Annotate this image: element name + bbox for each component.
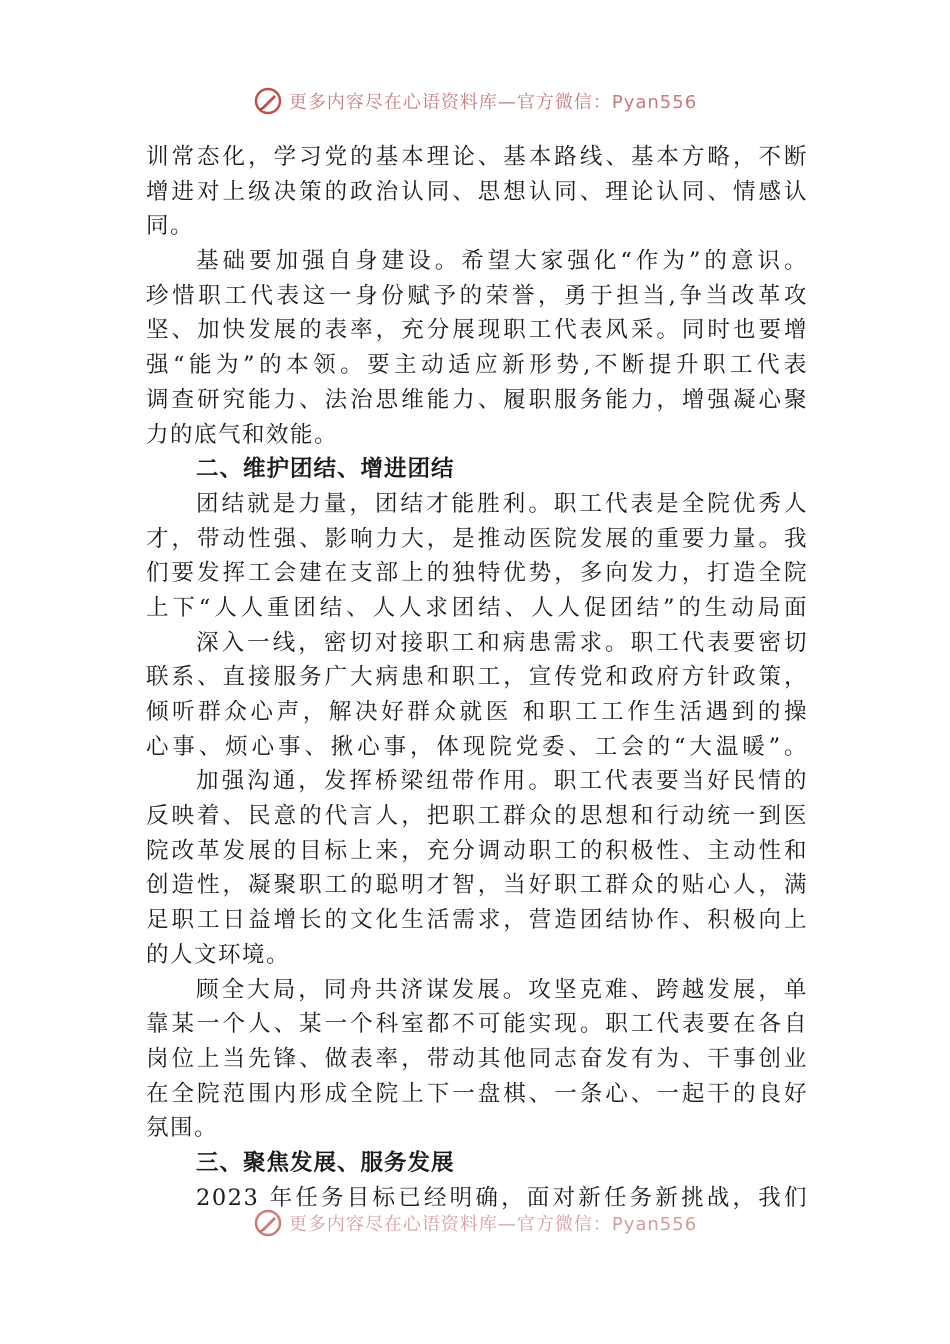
- watermark-text: 更多内容尽在心语资料库—官方微信：Pyan556: [288, 1214, 698, 1235]
- text-line: 坚、加快发展的表率，充分展现职工代表风采。同时也要增: [146, 317, 808, 344]
- text-line: 氛围。: [146, 1115, 219, 1142]
- watermark-header: [0, 86, 950, 116]
- text-line: 2023 年任务目标已经明确，面对新任务新挑战，我们: [196, 1184, 808, 1211]
- watermark-footer: [0, 1208, 950, 1238]
- text-line: 岗位上当先锋、做表率，带动其他同志奋发有为、干事创业: [146, 1045, 808, 1072]
- text-line: 增进对上级决策的政治认同、思想认同、理论认同、情感认: [146, 178, 808, 205]
- text-line: 院改革发展的目标上来，充分调动职工的积极性、主动性和: [146, 837, 808, 864]
- text-line: 深入一线，密切对接职工和病患需求。职工代表要密切: [196, 629, 808, 656]
- text-line: 基础要加强自身建设。希望大家强化“作为”的意识。: [196, 248, 808, 275]
- section-heading: 三、聚焦发展、服务发展: [196, 1149, 455, 1176]
- text-line: 强“能为”的本领。要主动适应新形势,不断提升职工代表: [146, 352, 808, 379]
- text-line: 倾听群众心声，解决好群众就医 和职工工作生活遇到的操: [146, 699, 808, 725]
- document-body: [146, 140, 808, 1215]
- pen-logo-icon: [253, 86, 283, 116]
- text-line: 珍惜职工代表这一身份赋予的荣誉，勇于担当,争当改革攻: [146, 282, 808, 309]
- text-line: 足职工日益增长的文化生活需求，营造团结协作、积极向上: [146, 907, 808, 934]
- text-line: 才，带动性强、影响力大，是推动医院发展的重要力量。我: [146, 525, 808, 552]
- text-line: 顾全大局，同舟共济谋发展。攻坚克难、跨越发展，单: [196, 976, 808, 1003]
- section-heading: 二、维护团结、增进团结: [196, 456, 455, 483]
- text-line: 同。: [146, 213, 195, 240]
- text-line: 力的底气和效能。: [146, 421, 339, 448]
- text-line: 反映着、民意的代言人，把职工群众的思想和行动统一到医: [146, 803, 808, 830]
- text-line: 心事、烦心事、揪心事，体现院党委、工会的“大温暖”。: [146, 733, 808, 760]
- text-line: 靠某一个人、某一个科室都不可能实现。职工代表要在各自: [146, 1011, 808, 1038]
- text-line: 在全院范围内形成全院上下一盘棋、一条心、一起干的良好: [146, 1080, 808, 1107]
- text-line: 的人文环境。: [146, 941, 291, 968]
- text-line: 调查研究能力、法治思维能力、履职服务能力，增强凝心聚: [146, 386, 808, 413]
- watermark-text: 更多内容尽在心语资料库—官方微信：Pyan556: [288, 92, 698, 113]
- text-line: 训常态化，学习党的基本理论、基本路线、基本方略，不断: [146, 144, 808, 170]
- text-line: 团结就是力量，团结才能胜利。职工代表是全院优秀人: [196, 490, 808, 517]
- text-line: 们要发挥工会建在支部上的独特优势，多向发力，打造全院: [146, 560, 808, 587]
- pen-logo-icon: [253, 1208, 283, 1238]
- text-line: 联系、直接服务广大病患和职工，宣传党和政府方针政策，: [146, 664, 808, 691]
- text-line: 上下“人人重团结、人人求团结、人人促团结”的生动局面: [146, 594, 808, 621]
- text-line: 创造性，凝聚职工的聪明才智，当好职工群众的贴心人，满: [146, 872, 808, 899]
- text-line: 加强沟通，发挥桥梁纽带作用。职工代表要当好民情的: [196, 768, 808, 795]
